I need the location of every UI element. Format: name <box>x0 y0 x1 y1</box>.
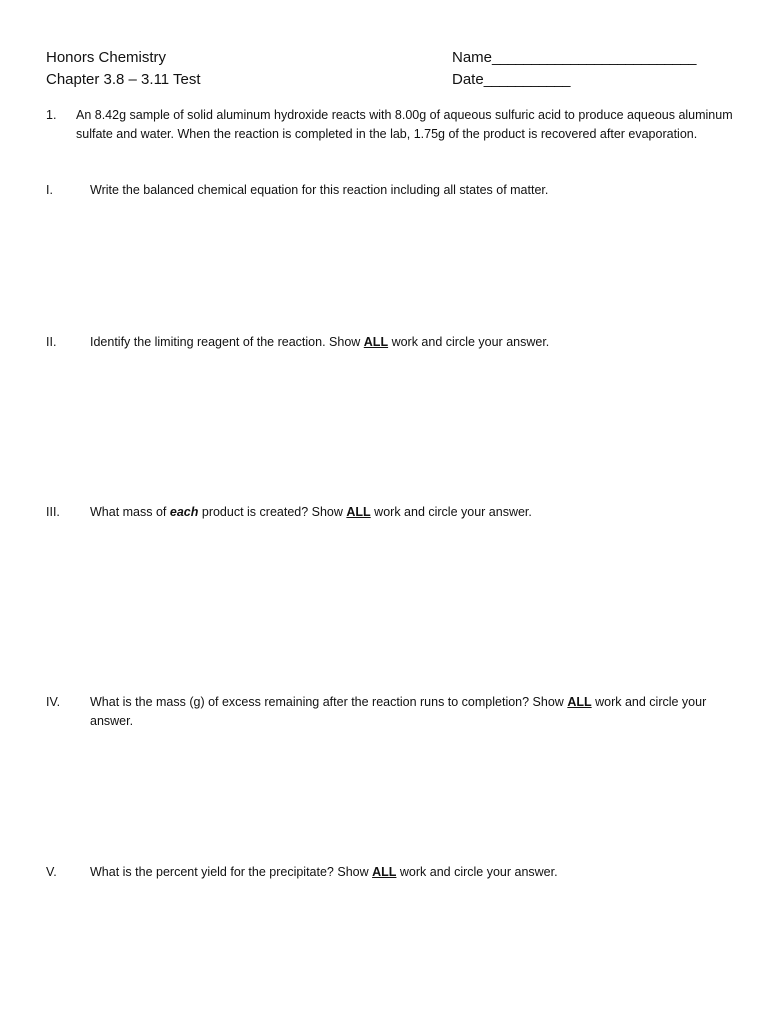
part-3 <box>46 503 726 522</box>
name-blank: __________________________ <box>492 49 696 66</box>
part-4-text <box>90 693 720 731</box>
question-1-number: 1. <box>46 108 57 122</box>
part-5-text-b: work and circle your answer. <box>396 865 558 879</box>
header-right <box>452 47 696 91</box>
date-field <box>452 69 696 91</box>
part-4-emphasis: ALL <box>567 695 592 709</box>
part-3-text-b: product is created? Show <box>198 505 347 519</box>
part-3-text <box>90 503 720 522</box>
part-3-text-a: What mass of <box>90 505 170 519</box>
date-blank: ___________ <box>483 71 570 88</box>
part-4-numeral: IV. <box>46 695 61 709</box>
part-3-text-c: work and circle your answer. <box>370 505 532 519</box>
part-5-text-a: What is the percent yield for the precipitate? Show <box>90 865 373 879</box>
question-1-text: An 8.42g sample of solid aluminum hydroxide reacts with 8.00g of aqueous sulfuric acid to produce aqueous aluminum sulfate and water. When the reaction is completed in the lab, 1.75g of the product is recovered after evaporation. <box>76 108 733 141</box>
question-1 <box>46 106 736 144</box>
part-1 <box>46 181 726 200</box>
part-2-numeral: II. <box>46 335 57 349</box>
part-3-emphasis: ALL <box>346 505 371 519</box>
part-1-numeral: I. <box>46 183 53 197</box>
part-4-text-a: What is the mass (g) of excess remaining after the reaction runs to completion? Show <box>90 695 568 709</box>
part-2 <box>46 333 726 352</box>
part-3-italic: each <box>169 505 199 519</box>
part-2-text-a: Identify the limiting reagent of the reaction. Show <box>90 335 364 349</box>
part-4 <box>46 693 726 731</box>
part-5-numeral: V. <box>46 865 57 879</box>
name-label: Name <box>452 49 493 66</box>
part-5-emphasis: ALL <box>372 865 397 879</box>
date-label: Date <box>452 71 484 88</box>
part-1-text: Write the balanced chemical equation for this reaction including all states of matter. <box>90 183 549 197</box>
part-5 <box>46 863 726 882</box>
part-3-numeral: III. <box>46 505 60 519</box>
part-4-text-b: work and circle your answer. <box>90 695 707 728</box>
chapter-title: Chapter 3.8 – 3.11 Test <box>46 71 201 88</box>
course-title: Honors Chemistry <box>46 49 167 66</box>
part-2-text <box>90 333 720 352</box>
header-left <box>46 47 201 91</box>
part-2-emphasis: ALL <box>363 335 389 349</box>
name-field <box>452 47 696 69</box>
part-2-text-b: work and circle your answer. <box>388 335 550 349</box>
part-5-text <box>90 863 720 882</box>
